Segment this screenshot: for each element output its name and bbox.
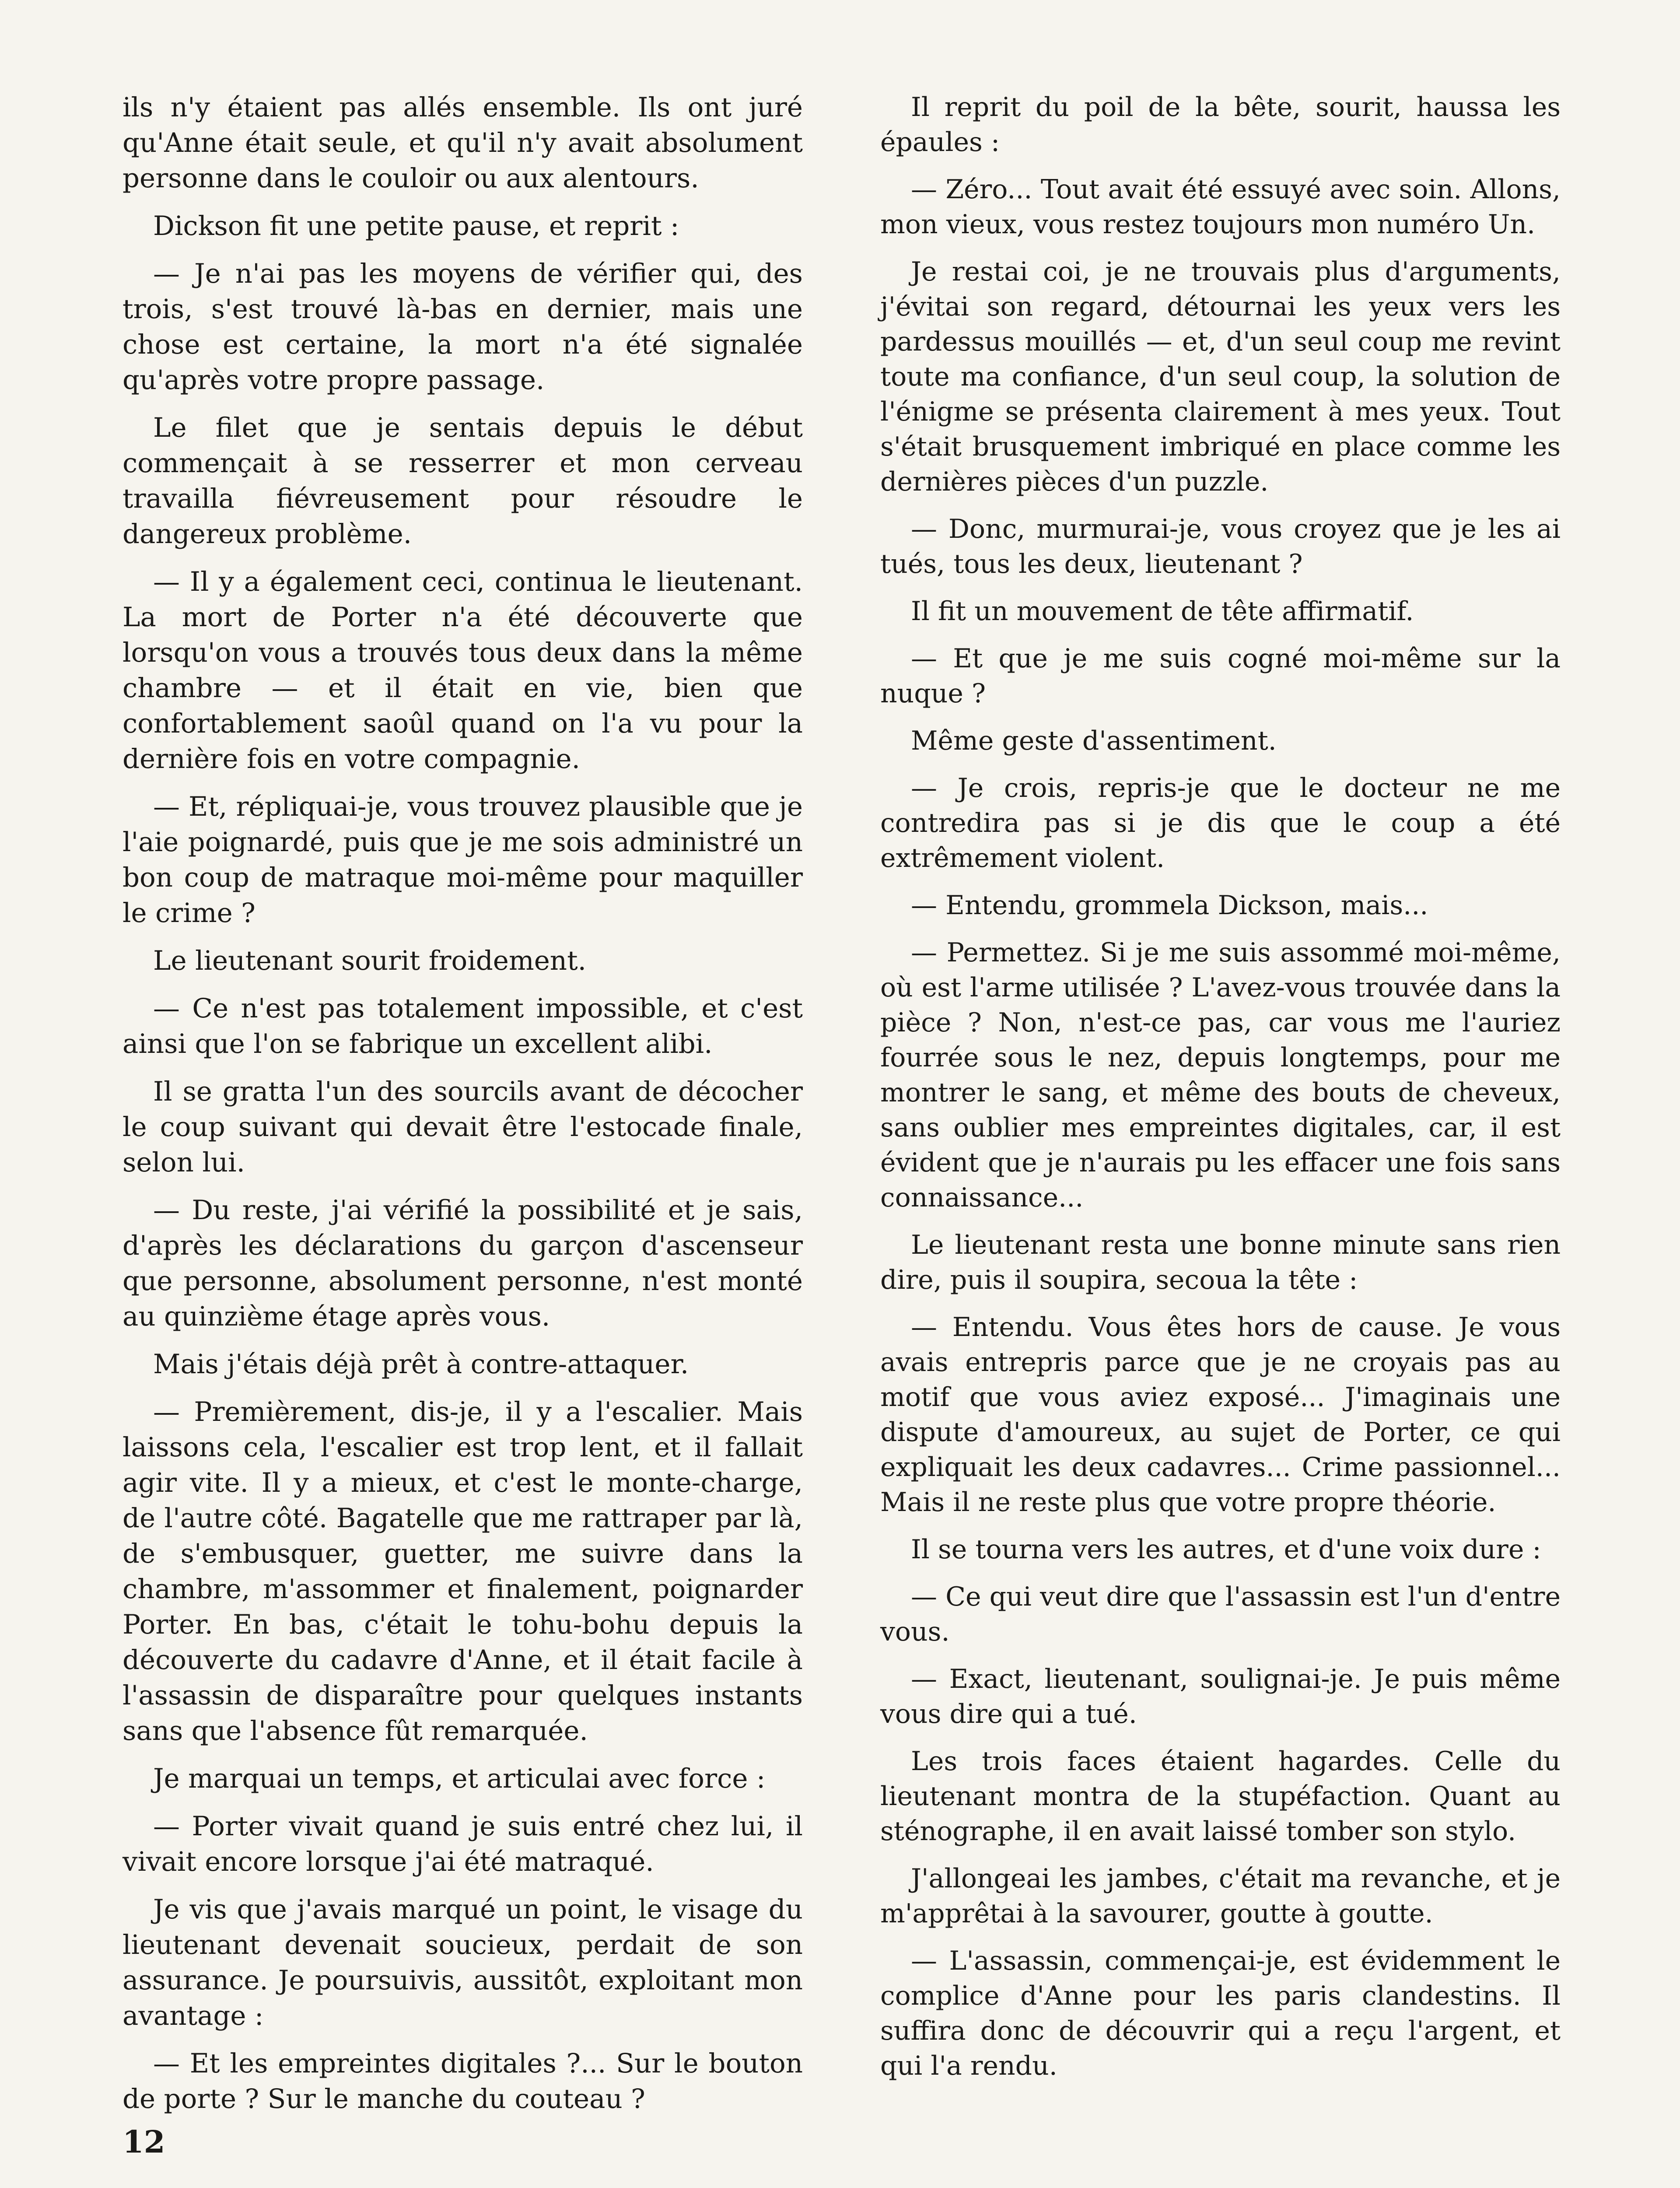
paragraph: — Premièrement, dis-je, il y a l'escalier. Mais laissons cela, l'escalier est trop lent, et il fallait agir vite. Il y a mieux, et c'est le monte-charge, de l'autre côté. Bagatelle que me rattraper par là, de s'embusquer, guetter, me suivre dans la chambre, m'assommer et finalement, poignarder Porter. En bas, c'était le tohu-bohu depuis la découverte du cadavre d'Anne, et il était facile à l'assassin de disparaître pour quelques instants sans que l'absence fût remarquée. (122, 1396, 803, 1746)
paragraph: J'allongeai les jambes, c'était ma revanche, et je m'apprêtai à la savourer, goutte à goutte. (880, 1863, 1561, 1929)
paragraph: — Et les empreintes digitales ?... Sur le bouton de porte ? Sur le manche du couteau ? (122, 2048, 803, 2114)
paragraph: — Du reste, j'ai vérifié la possibilité et je sais, d'après les déclarations du garçon d'ascenseur que personne, absolument personne, n'est monté au quinzième étage après vous. (122, 1195, 803, 1332)
paragraph: — Et, répliquai-je, vous trouvez plausible que je l'aie poignardé, puis que je me sois administré un bon coup de matraque moi-même pour maquiller le crime ? (122, 791, 803, 929)
paragraph: Le lieutenant sourit froidement. (153, 945, 586, 976)
paragraph: Je restai coi, je ne trouvais plus d'arguments, j'évitai son regard, détournai les yeux vers les pardessus mouillés — et, d'un seul coup me revint toute ma confiance, d'un seul coup, la solution de l'énigme se présenta clairement à mes yeux. Tout s'était brusquement imbriqué en place comme les dernières pièces d'un puzzle. (880, 256, 1561, 497)
paragraph: — Exact, lieutenant, soulignai-je. Je puis même vous dire qui a tué. (880, 1664, 1561, 1729)
paragraph: — Entendu. Vous êtes hors de cause. Je vous avais entrepris parce que je ne croyais pas au motif que vous aviez exposé... J'imaginais une dispute d'amoureux, au sujet de Porter, ce qui expliquait les deux cadavres... Crime passionnel... Mais il ne reste plus que votre propre théorie. (880, 1312, 1561, 1518)
paragraph: — Ce qui veut dire que l'assassin est l'un d'entre vous. (880, 1581, 1561, 1647)
paragraph: Il se tourna vers les autres, et d'une voix dure : (911, 1534, 1541, 1565)
paragraph: — Je crois, repris-je que le docteur ne me contredira pas si je dis que le coup a été extrêmement violent. (880, 773, 1561, 873)
paragraph: Je marquai un temps, et articulai avec force : (153, 1763, 766, 1794)
paragraph: Il fit un mouvement de tête affirmatif. (911, 596, 1414, 627)
paragraph: — Et que je me suis cogné moi-même sur la nuque ? (880, 643, 1561, 709)
right-text-column (880, 90, 1561, 2083)
paragraph: — Ce n'est pas totalement impossible, et c'est ainsi que l'on se fabrique un excellent alibi. (122, 993, 803, 1059)
paragraph: — L'assassin, commençai-je, est évidemment le complice d'Anne pour les paris clandestins. Il suffira donc de découvrir qui a reçu l'argent, et qui l'a rendu. (880, 1946, 1561, 2081)
paragraph: Il reprit du poil de la bête, sourit, haussa les épaules : (880, 92, 1561, 158)
paragraph: — Je n'ai pas les moyens de vérifier qui, des trois, s'est trouvé là-bas en dernier, mais une chose est certaine, la mort n'a été signalée qu'après votre propre passage. (122, 258, 803, 396)
paragraph: Il se gratta l'un des sourcils avant de décocher le coup suivant qui devait être l'estocade finale, selon lui. (122, 1076, 803, 1178)
left-text-column (122, 90, 803, 2117)
paragraph: — Entendu, grommela Dickson, mais... (911, 890, 1428, 921)
paragraph: ils n'y étaient pas allés ensemble. Ils ont juré qu'Anne était seule, et qu'il n'y avait absolument personne dans le couloir ou aux alentours. (122, 92, 803, 194)
paragraph: Je vis que j'avais marqué un point, le visage du lieutenant devenait soucieux, perdait de son assurance. Je poursuivis, aussitôt, exploitant mon avantage : (122, 1894, 803, 2031)
page-number: 12 (122, 2124, 165, 2160)
paragraph: — Permettez. Si je me suis assommé moi-même, où est l'arme utilisée ? L'avez-vous trouvée dans la pièce ? Non, n'est-ce pas, car vous me l'auriez fourrée sous le nez, depuis longtemps, pour me montrer le sang, et même des bouts de cheveux, sans oublier mes empreintes digitales, car, il est évident que je n'aurais pu les effacer une fois sans connaissance... (880, 937, 1561, 1213)
paragraph: Même geste d'assentiment. (911, 726, 1277, 756)
paragraph: Dickson fit une petite pause, et reprit : (153, 210, 679, 242)
paragraph: Le filet que je sentais depuis le début commençait à se resserrer et mon cerveau travailla fiévreusement pour résoudre le dangereux problème. (122, 412, 803, 550)
paragraph: — Donc, murmurai-je, vous croyez que je les ai tués, tous les deux, lieutenant ? (880, 514, 1561, 579)
paragraph: Le lieutenant resta une bonne minute sans rien dire, puis il soupira, secoua la tête : (880, 1230, 1561, 1295)
paragraph: — Zéro... Tout avait été essuyé avec soin. Allons, mon vieux, vous restez toujours mon numéro Un. (880, 174, 1561, 240)
paragraph: — Il y a également ceci, continua le lieutenant. La mort de Porter n'a été découverte que lorsqu'on vous a trouvés tous deux dans la même chambre — et il était en vie, bien que confortablement saoûl quand on l'a vu pour la dernière fois en votre compagnie. (122, 566, 803, 775)
paragraph: Les trois faces étaient hagardes. Celle du lieutenant montra de la stupéfaction. Quant au sténographe, il en avait laissé tomber son stylo. (880, 1746, 1561, 1847)
paragraph: — Porter vivait quand je suis entré chez lui, il vivait encore lorsque j'ai été matraqué. (122, 1811, 803, 1877)
paragraph: Mais j'étais déjà prêt à contre-attaquer. (153, 1349, 689, 1380)
